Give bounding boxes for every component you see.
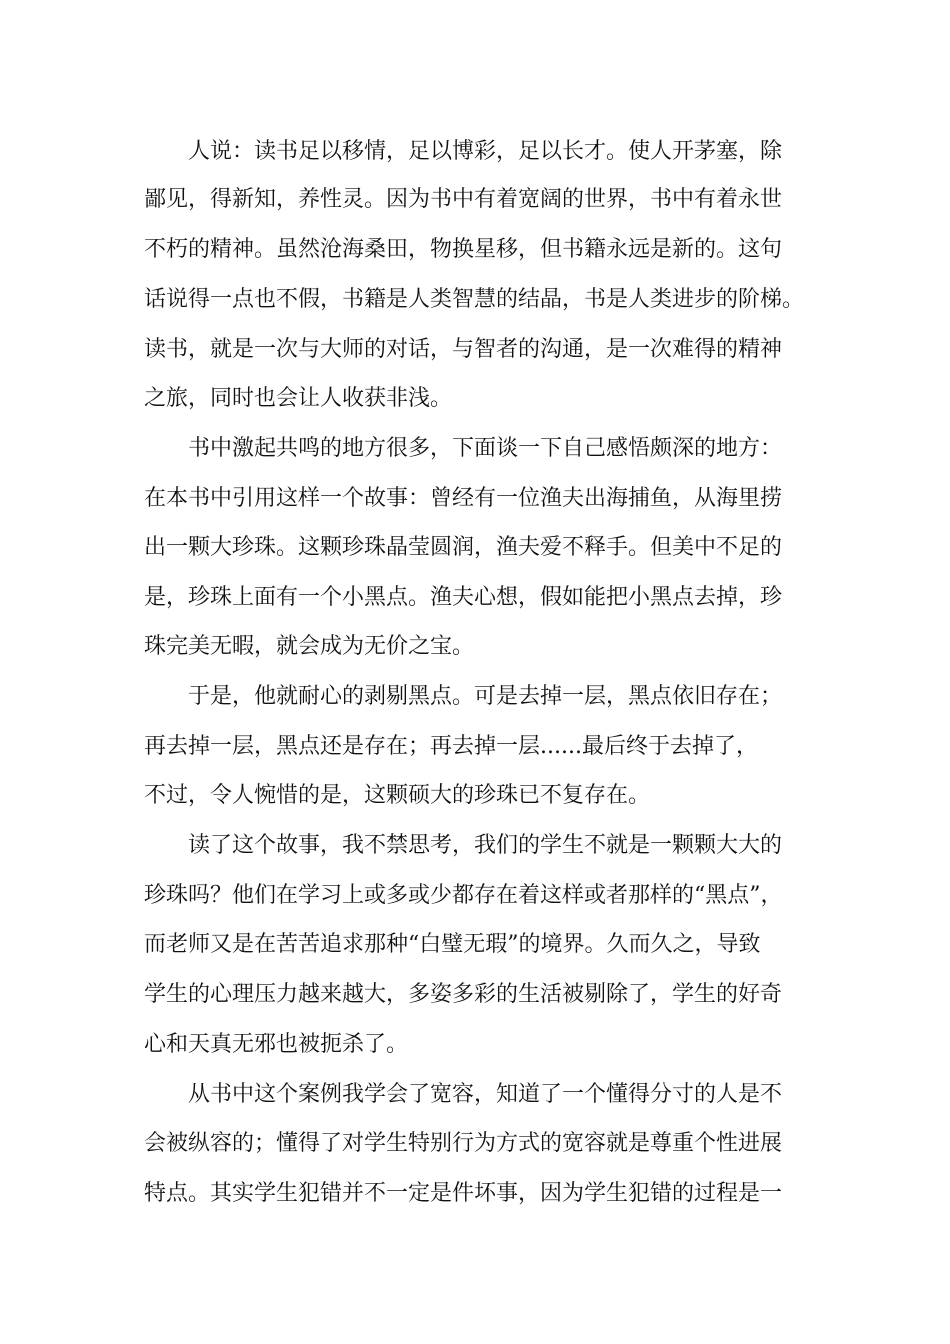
text-line-18: 学生的心理压力越来越大，多姿多彩的生活被剔除了，学生的好奇 (144, 982, 783, 1007)
text-line-16: 珍珠吗？他们在学习上或多或少都存在着这样或者那样的“黑点”， (144, 883, 783, 908)
text-line-17: 而老师又是在苦苦追求那种“白璧无瑕”的境界。久而久之，导致 (144, 932, 761, 957)
text-line-12: 于是，他就耐心的剥剔黑点。可是去掉一层，黑点依旧存在； (188, 684, 783, 709)
text-line-15: 读了这个故事，我不禁思考，我们的学生不就是一颗颗大大的 (188, 833, 783, 858)
text-line-14: 不过，令人惋惜的是，这颗硕大的珍珠已不复存在。 (144, 783, 651, 808)
text-line-1: 人说：读书足以移情，足以博彩，足以长才。使人开茅塞，除 (188, 139, 783, 164)
text-line-7: 书中激起共鸣的地方很多，下面谈一下自己感悟颇深的地方： (188, 436, 783, 461)
text-line-5: 读书，就是一次与大师的对话，与智者的沟通，是一次难得的精神 (144, 337, 783, 362)
text-line-8: 在本书中引用这样一个故事：曾经有一位渔夫出海捕鱼，从海里捞 (144, 486, 783, 511)
text-line-13: 再去掉一层，黑点还是存在；再去掉一层......最后终于去掉了， (144, 734, 758, 759)
text-line-4: 话说得一点也不假，书籍是人类智慧的结晶，书是人类进步的阶梯。 (144, 287, 805, 312)
text-line-19: 心和天真无邪也被扼杀了。 (144, 1032, 409, 1057)
text-line-22: 特点。其实学生犯错并不一定是件坏事，因为学生犯错的过程是一 (144, 1181, 783, 1206)
text-line-6: 之旅，同时也会让人收获非浅。 (144, 386, 453, 411)
text-line-2: 鄙见，得新知，养性灵。因为书中有着宽阔的世界，书中有着永世 (144, 187, 783, 212)
text-line-3: 不朽的精神。虽然沧海桑田，物换星移，但书籍永远是新的。这句 (144, 237, 783, 262)
text-line-10: 是，珍珠上面有一个小黑点。渔夫心想，假如能把小黑点去掉，珍 (144, 585, 783, 610)
text-line-11: 珠完美无暇，就会成为无价之宝。 (144, 634, 475, 659)
text-line-20: 从书中这个案例我学会了宽容，知道了一个懂得分寸的人是不 (188, 1082, 783, 1107)
text-line-9: 出一颗大珍珠。这颗珍珠晶莹圆润，渔夫爱不释手。但美中不足的 (144, 535, 783, 560)
text-line-21: 会被纵容的；懂得了对学生特别行为方式的宽容就是尊重个性进展 (144, 1131, 783, 1156)
